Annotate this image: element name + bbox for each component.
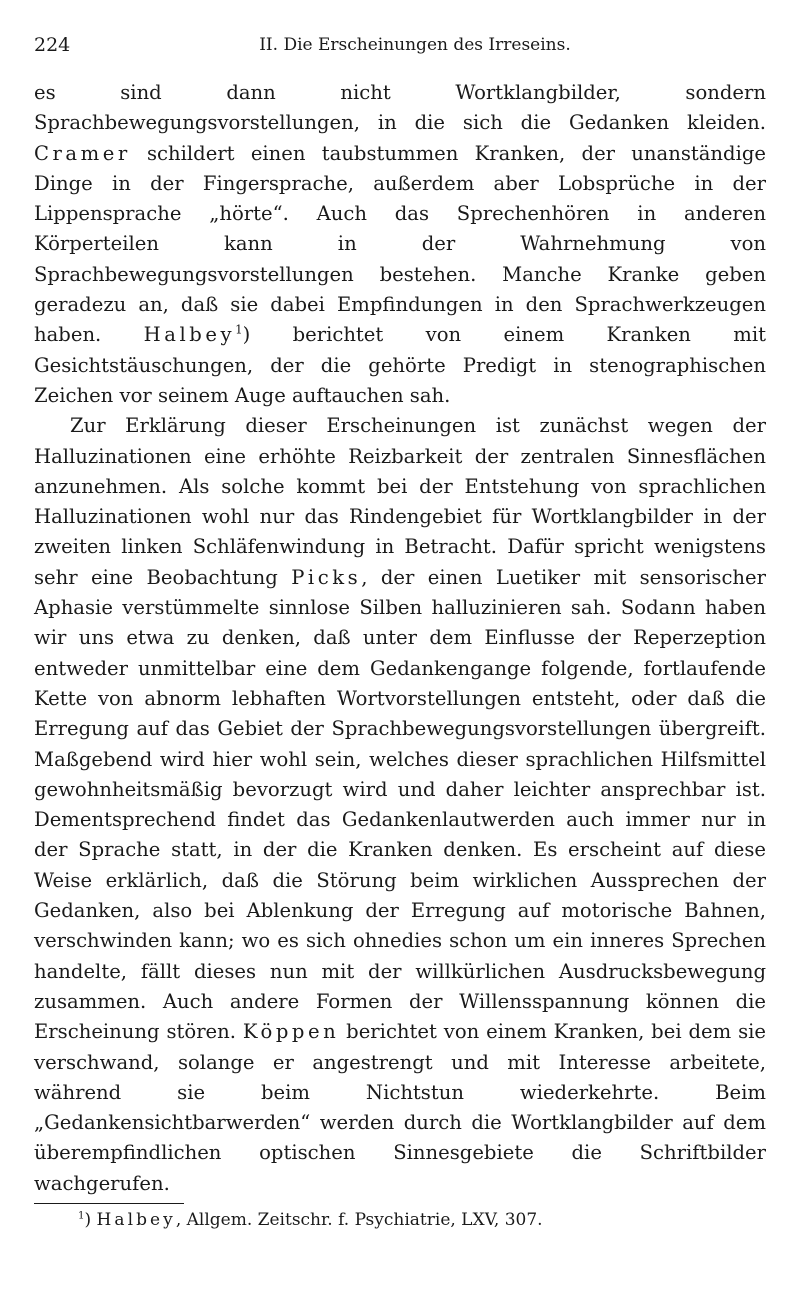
author-name-halbey: Halbey: [143, 323, 236, 347]
footnote-divider: [34, 1203, 184, 1204]
page-number: 224: [34, 34, 71, 56]
footnote-reference[interactable]: 1: [235, 322, 243, 337]
text-segment: schildert einen taubstummen Kranken, der unanständige Dinge in der Fingersprache, außerdem aber Lobsprüche in der Lippensprache „hörte“. Auch das Sprechenhören in anderen Körperteilen kann in der Wahrnehmung von Sprachbewegungsvorstellungen bestehen. Manche Kranke geben geradezu an, daß sie dabei Empfindungen in den Sprachwerkzeugen haben.: [34, 141, 766, 347]
text-segment: , der einen Luetiker mit sensorischer Aphasie verstümmelte sinnlose Silben halluzinieren sah. Sodann haben wir uns etwa zu denken, daß unter dem Einflusse der Reperzeption entweder unmittelbar eine dem Gedankengange folgende, fortlaufende Kette von abnorm lebhaften Wortvorstellungen entsteht, oder daß die Erregung auf das Gebiet der Sprachbewegungsvorstellungen übergreift. Maßgebend wird hier wohl sein, welches dieser sprachlichen Hilfsmittel gewohnheitsmäßig bevorzugt wird und daher leichter ansprechbar ist. Dementsprechend findet das Gedankenlautwerden auch immer nur in der Sprache statt, in der die Kranken denken. Es erscheint auf diese Weise erklärlich, daß die Störung beim wirklichen Aussprechen der Gedanken, also bei Ablenkung der Erregung auf motorische Bahnen, verschwinden kann; wo es sich ohnedies schon um ein inneres Sprechen handelte, fällt dieses nun mit der willkürlichen Ausdrucksbewegung zusammen. Auch andere Formen der Willensspannung können die Erscheinung stören.: [34, 565, 766, 1044]
footnote-author-halbey: Halbey: [96, 1209, 176, 1230]
text-segment: Zur Erklärung dieser Erscheinungen ist zunächst wegen der Halluzinationen eine erhöhte Reizbarkeit der zentralen Sinnesflächen anzunehmen. Als solche kommt bei der Entstehung von sprachlichen Halluzinationen wohl nur das Rindengebiet für Wortklangbilder in der zweiten linken Schläfenwindung in Betracht. Dafür spricht wenigstens sehr eine Beobachtung: [34, 414, 766, 589]
text-segment: es sind dann nicht Wortklangbilder, sondern Sprachbewegungsvorstellungen, in die sich die Gedanken kleiden.: [34, 81, 766, 135]
paragraph-1: [34, 78, 766, 411]
author-name-cramer: Cramer: [34, 141, 131, 165]
paragraph-2: [34, 411, 766, 1199]
text-segment: ): [84, 1209, 97, 1230]
footnote: [34, 1208, 766, 1232]
text-segment: , Allgem. Zeitschr. f. Psychiatrie, LXV, 307.: [175, 1209, 543, 1230]
footnote-marker: 1: [78, 1210, 85, 1222]
body-text: [34, 78, 766, 1199]
text-segment: ) berichtet von einem Kranken mit Gesichtstäuschungen, der die gehörte Predigt in stenographischen Zeichen vor seinem Auge auftauchen sah.: [34, 323, 766, 407]
page-header: [34, 30, 766, 60]
running-title: II. Die Erscheinungen des Irreseins.: [259, 35, 571, 55]
author-name-picks: Picks: [291, 565, 362, 589]
text-segment: berichtet von einem Kranken, bei dem sie verschwand, solange er angestrengt und mit Interesse arbeitete, während sie beim Nichtstun wiederkehrte. Beim „Gedankensichtbarwerden“ werden durch die Wortklangbilder auf dem überempfindlichen optischen Sinnesgebiete die Schriftbilder wachgerufen.: [34, 1020, 766, 1195]
author-name-koeppen: Köppen: [242, 1020, 340, 1044]
